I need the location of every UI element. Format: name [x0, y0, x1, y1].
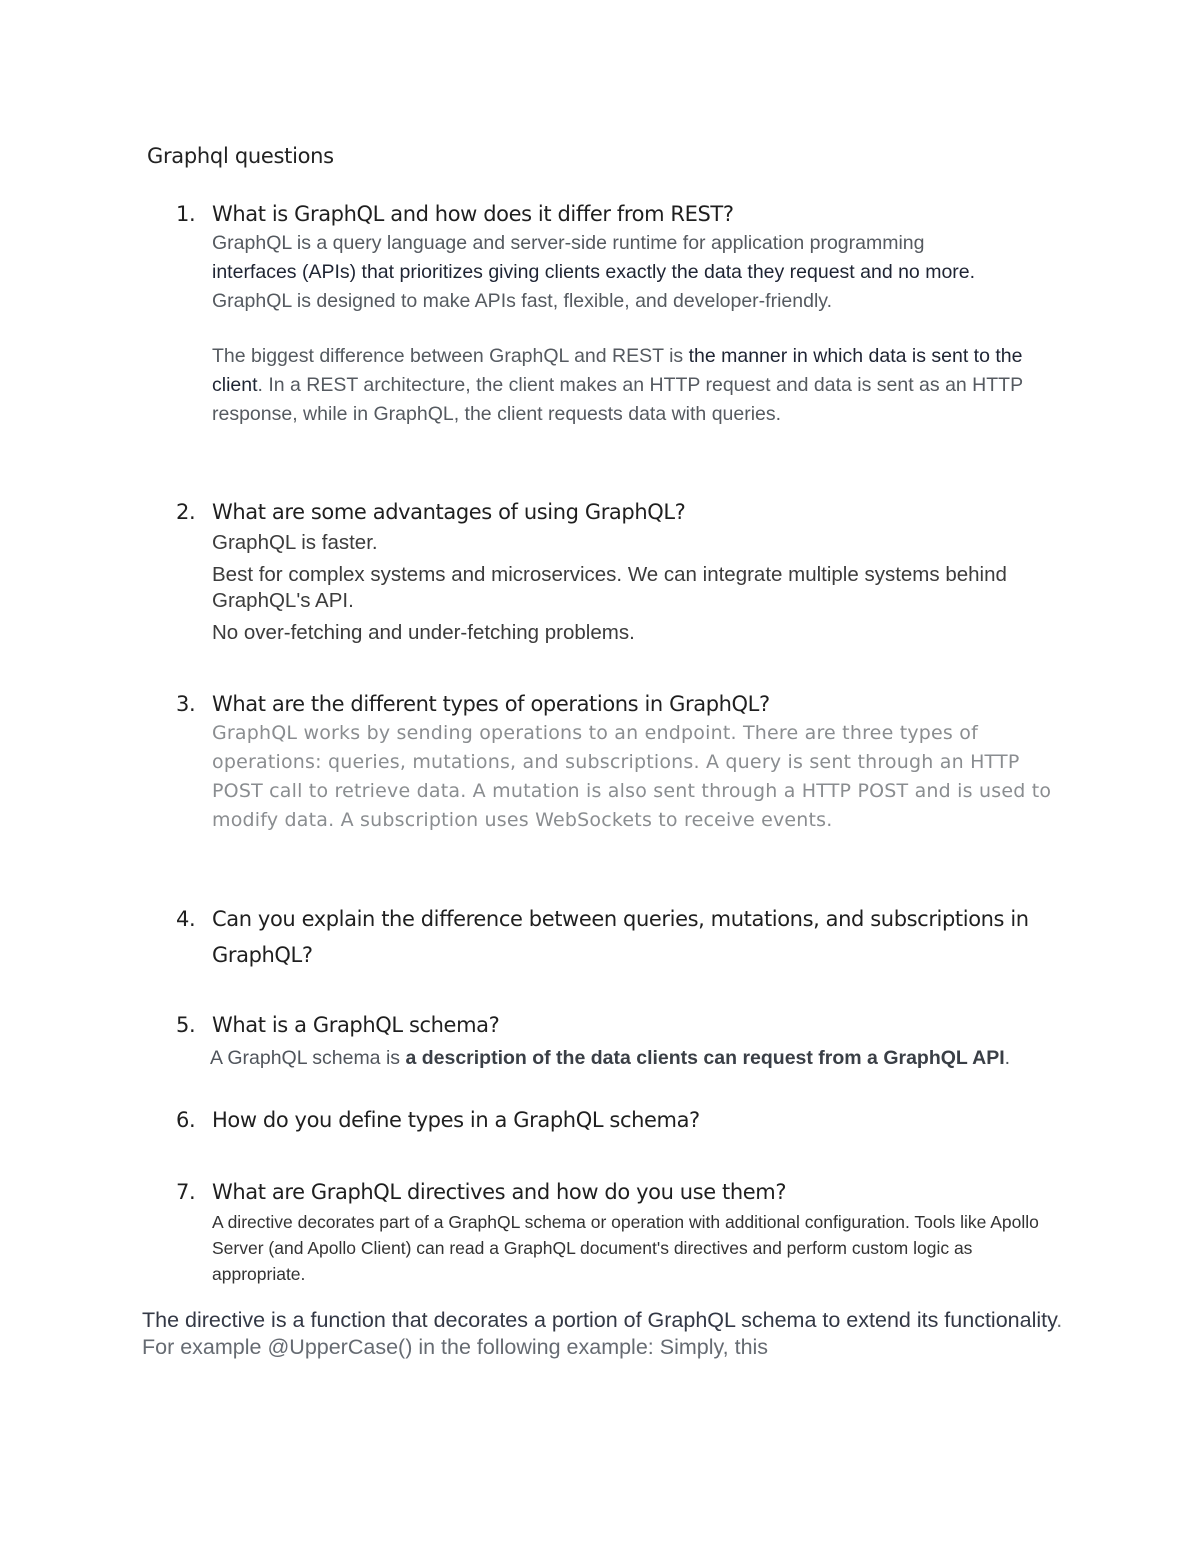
question-heading	[176, 1174, 1076, 1210]
question-number: 1.	[176, 202, 196, 226]
answer-3: GraphQL works by sending operations to an endpoint. There are three types of operations: queries, mutations, and subscriptions. A query is sent through an HTTP POST call to retrieve data. A mutation is also sent through a HTTP POST and is used to modify data. A subscription uses WebSockets to receive events.	[212, 722, 1052, 831]
answer-7: A directive decorates part of a GraphQL schema or operation with additional configuration. Tools like Apollo Server (and Apollo Client) can read a GraphQL document's directives and perform custom logic as appropriate.	[212, 1212, 1039, 1284]
list-item: GraphQL is faster.	[212, 531, 378, 554]
question-2	[176, 494, 1076, 652]
question-text: What is a GraphQL schema?	[212, 1013, 500, 1037]
question-text: What are some advantages of using GraphQL?	[212, 500, 686, 524]
question-heading	[176, 196, 1076, 232]
question-text: What are GraphQL directives and how do you use them?	[212, 1180, 787, 1204]
question-heading	[176, 494, 1076, 530]
answer-paragraph: The biggest difference between GraphQL and REST is the manner in which data is sent to the client. In a REST architecture, the client makes an HTTP request and data is sent as an HTTP response, while in GraphQL, the client requests data with queries.	[212, 345, 1023, 425]
question-text: What are the different types of operations in GraphQL?	[212, 692, 770, 716]
question-1	[176, 196, 1076, 429]
question-number: 2.	[176, 500, 196, 524]
answer-5: A GraphQL schema is a description of the data clients can request from a GraphQL API.	[210, 1047, 1011, 1069]
list-item: Best for complex systems and microservices. We can integrate multiple systems behind GraphQL's API.	[212, 563, 1007, 612]
list-item: No over-fetching and under-fetching problems.	[212, 621, 635, 644]
closing-paragraph: The directive is a function that decorates a portion of GraphQL schema to extend its functionality. For example @UpperCase() in the following example: Simply, this	[142, 1308, 1063, 1359]
question-number: 7.	[176, 1180, 196, 1204]
question-number: 3.	[176, 692, 196, 716]
emphasis-text: a description of the data clients can request from a GraphQL API	[405, 1047, 1005, 1069]
question-4	[176, 901, 1076, 973]
question-heading	[176, 1007, 1076, 1043]
question-number: 4.	[176, 907, 196, 931]
question-heading	[176, 686, 1076, 722]
emphasis-text: the manner in which data is sent to the client	[212, 345, 1023, 396]
answer-line: interfaces (APIs) that prioritizes giving clients exactly the data they request and no more.	[212, 261, 976, 283]
question-5	[176, 1007, 1076, 1073]
question-6	[176, 1102, 1076, 1138]
answer-line: GraphQL is designed to make APIs fast, flexible, and developer-friendly.	[212, 290, 833, 312]
document-title: Graphql questions	[147, 144, 334, 168]
answer-1	[212, 229, 1076, 429]
question-text: What is GraphQL and how does it differ from REST?	[212, 202, 734, 226]
answer-2	[212, 530, 1062, 646]
answer-line: GraphQL is a query language and server-side runtime for application programming	[212, 232, 925, 254]
question-3	[176, 686, 1076, 835]
question-text: How do you define types in a GraphQL schema?	[212, 1108, 700, 1132]
question-text: Can you explain the difference between queries, mutations, and subscriptions in GraphQL?	[212, 907, 1029, 967]
question-number: 6.	[176, 1108, 196, 1132]
question-heading	[176, 901, 1056, 973]
question-7	[176, 1174, 1076, 1287]
question-number: 5.	[176, 1013, 196, 1037]
question-heading	[176, 1102, 1076, 1138]
